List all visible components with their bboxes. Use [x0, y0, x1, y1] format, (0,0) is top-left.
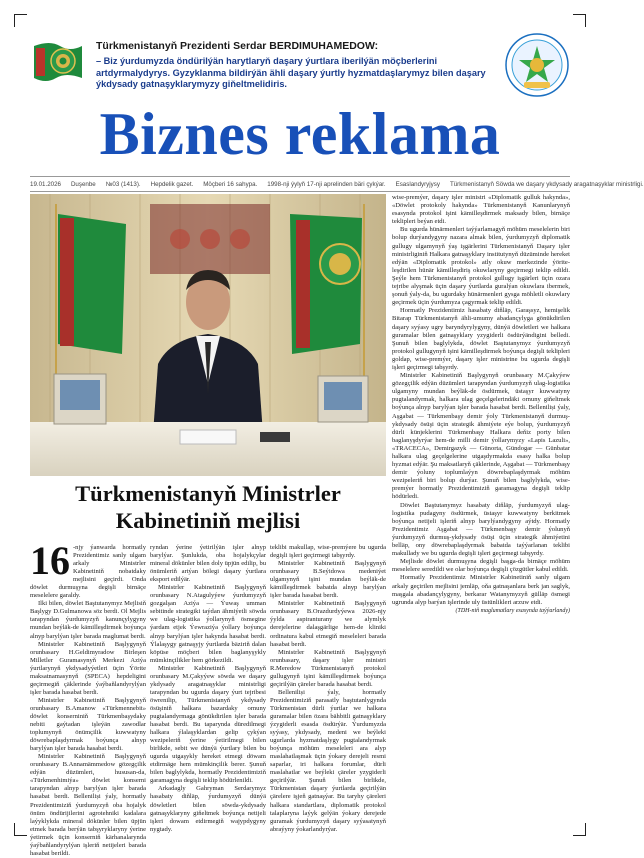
president-photo [30, 194, 386, 476]
paragraph: Ministrler Kabinetiniň Başlygynyň orunbasary B.Seýidowa medeniýet ulgamynyň işini mundan beýläk-de kämilleşdirmek babatda alnyp barylýan işler barada hasabat berdi. [270, 560, 386, 600]
article-headline [30, 480, 386, 534]
paragraph: teklibi makullap, wise-premýere bu ugurda degişli işleri geçirmegi tabşyrdy. [270, 544, 386, 560]
paragraph: Ministrler Kabinetiniň Başlygynyň orunbasary M.Çakyýew söwda we daşary ykdysady aragatnaşyklar ministrligi tarapyndan bu ugurda daşary ýurt tejribesi öwrenilip, Türkmenistanyň ykdysady ösüşiniň halkara bazardaky ornuny pugtalandyrmaga gönükdirilen işler barada hasabat berdi. Bu taparynda düredilmegi halkara ýlalaşyklardan gelip çykýan wezipeleriň ýerine ýetirilmegi bilen birlikde, sebit we dünýä ýurtlary bilen bu ugurda utgaşykly hereket etmegi döwam etdirmäge hem mümkinçilik berer. Şunuň bilen baglylykda, hormatly Prezidentimiziň garamagyna degişli teklip hödürlenildi. [150, 664, 266, 785]
paragraph: Ilki bilen, döwlet Baştutanymyz Mejlisiň Başlygy D.Gulmanowa söz berdi. Ol Mejlis tarapyndan ýurdumyzyň kanunçylygyny mundan beýläk-de kämilleşdirmek boýunça alnyp barylýan işler barada maglumat berdi. [30, 600, 146, 640]
paragraph: Ministrler Kabinetiniň Başlygynyň orunbasary B.Annamämmedow gözegçilik edýän düzümleri, hususan-da, «Türkmenhimiýa» döwlet konserni tarapyndan alnyp barylýan işler barada hasabat berdi. Belleniliși ýaly, hormatly Prezidentimiziň ýurdumyzyň oba hojalyk önüm öndürijilerini agrotehniki kadalara laýyklykda mineral dökünler bilen üpjün etmek barada berýän tabşyryklaryny ýerine ýetirmek üçin konserniň kärhanalarynda ýaýbaňlandyrylýan işleriň netijeleri barada hasabat berildi. [30, 753, 146, 857]
issue-founder-name: Türkmenistanyň Söwda we daşary ykdysady aragatnaşyklar ministrligi. [449, 180, 644, 188]
crop-mark-top-right [573, 14, 586, 27]
crop-mark-bottom-right [573, 823, 586, 836]
quote-text: – Biz ýurdumyzda öndürilýän harytlaryň daşary ýurtlara iberilýän möçberlerini artdyrmalydyrys. Gyzyklanma bildirýän ähli daşary ýurtly hyzmatdaşlarymyz bilen daşary ýkdysady gatnaşyklarymyzy giňeltmelidiris. [96, 56, 486, 89]
headline-line-2: Kabinetiniň mejlisi [115, 508, 301, 533]
issue-weekday: Duşenbe [70, 180, 96, 188]
issue-number: №03 (1413). [105, 180, 141, 188]
issue-founder: Esaslandyryjysy [395, 180, 440, 188]
paragraph: Döwlet Baştutanymyz hasabaty diňläp, ýurdumyzyň ulag-logistika pudagyny ösdürmek, üstaşyr kuwwatyny berkitmek boýunça netijeli işleriň alnyp barylýandygyny aýtdy. Hormatly Prezidentimiz Aşgabat — Türkmenbaşy demir ýolunyň ýurdumyzyň durmuş-ykdysady ösüşi üçin strategik ähmiýetini belläp, ony döwrebaplaşdyrmak babatda taýýarlanan teklibi makullady we bu ugurda degişli işleri geçirmegi tabşyrdy. [392, 501, 570, 558]
paragraph: Bu ugurda hünärmenleri taýýarlamagyň möhüm meselelerin biri bolup durýandygyny nazara almak bilen, ýurdumyzyň diplomatik gullugy ulgamynyň ýaş işgärlerini Türkmenistanyň Daşary işler ministrliginiň Halkara gatnaşyklary institutynyň düzüminde hereket edýän «Diplomatik protokol» atly okuw merkezinde ýörite-leşdirilen hünär kämilleşdiriş okuwlaryny geçirmegi teklip edildi. Şeýle hem Türkmenistanyň protokol gullugy işgärleri üçin ozara tejribe alyşmak üçin daşary ýurtlarda guralýan okuwlara ibermek, şonuň ýaly-da, bu ugurdaky hünärmenleri gysga möhletli okuwlary geçirmek üçin ýurdumyza çagyrmak teklip edildi. [392, 226, 570, 307]
issue-date: 19.01.2026 [30, 180, 61, 188]
paragraph: wise-premýer, daşary işler ministri «Diplomatik gulluk hakynda», «Döwlet protokoly hakynda» Türkmenistanyň Kanunlarynyň esasynda protokol işini kämilleşdirmek maksady bilen, birnäçe teklipleri beýan etdi. [392, 194, 570, 226]
paragraph: Hormatly Prezidentimiz Ministrler Kabinetiniň sanly ulgam arkaly geçirilen mejlisini jemläp, oňa gatnaşanlara berk jan saglyk, maşgala abadançylygyny, berkarar Watanymyzyň gülläp ösmegi ugrunda alyp barýan işlerinde uly üstünlikleri arzuw etdi. [392, 574, 570, 606]
paragraph: -njy ýanwarda hormatly Prezidentimiz sanly ulgam arkaly Ministrler Kabinetiniň nobatdaky mejlisini geçirdi. Onda döwlet durmuşyna degişli birnäçe meselelere garaldy. [30, 544, 146, 600]
paragraph: Arkadagly Gahryman Serdarymyz hasabaty diňläp, ýurdumyzyň dünýä döwletleri bilen söwda-ykdysady gatnaşyklaryny giňeltmek boýunça netijeli işleri dowam etdirmegiň wajypdygyny nygtady. [150, 785, 266, 833]
article-column-1 [30, 538, 146, 857]
article-column-2 [150, 544, 266, 833]
president-name: Türkmenistanyň Prezidenti Serdar BERDIMUHAMEDOW: [96, 40, 379, 52]
paragraph: Mejlisde döwlet durmuşyna degişli başga-da birnäçe möhüm meselelere seredildi we olar boýunça degişli çözgütler kabul edildi. [392, 558, 570, 574]
paragraph: ryndan ýerine ýetirilýän işler alnyp barylýar. Şunlukda, oba hojalykçylar mineral dökünler bilen doly üpjün edilip, bu önümleriň artýan bölegi daşary ýurtlara eksport edilýär. [150, 544, 266, 584]
article-column-4 [392, 194, 570, 828]
article-source: (TDH-niň maglumatlary esasynda taýýarlandy) [455, 607, 570, 614]
flag-emblem-icon [30, 36, 84, 90]
issue-info-bar [30, 176, 644, 192]
anniversary-emblem-icon [504, 32, 570, 98]
drop-cap: 16 [30, 538, 70, 583]
issue-pages: Möçberi 16 sahypa. [203, 180, 258, 188]
paragraph: Ministrler Kabinetiniň Başlygynyň orunbasary B.Orazdurdyýewa 2026-njy ýylda aspiranturany we alymlyk derejelerine dalaşgärlige hem-de kliniki ordinatura kabul etmegiň meseleleri barada hasabat berdi. [270, 600, 386, 648]
paragraph: Ministrler Kabinetiniň Başlygynyň orunbasary H.Geldimyradow Birleşen Milletler Guramasynyň Merkezi Aziýa ýurtlarynyň ykdysadyýetleri üçin Ýörite maksatnamasynyň (SPECA) hepdeligini geçirmegiň çäklerinde ýaýbaňlandyrylýan işler barada hasabat berdi. [30, 640, 146, 696]
president-quote [96, 40, 496, 91]
issue-since: 1998-nji ýylyň 17-nji aprelinden bäri çykýar. [267, 180, 386, 188]
paragraph: Ministrler Kabinetiniň Başlygynyň orunbasary, daşary işler ministri R.Meredow Türkmenistanyň protokol gullugynyň işini kämilleşdirmek boýunça geçirilýän çäreler barada hasabat berdi. [270, 648, 386, 688]
paragraph: Ministrler Kabinetiniň Başlygynyň orunbasary M.Çakyýew gözegçilik edýän düzümleri tarapyndan ýurdumyzyň ulag-logistika ulgamyny mundan beýläk-de ösdürmek, üstaşyr kuwwatyny pugtalandyrmak, halkara ulag geçelgelerindäki ornuny giňeltmek boýunça alnyp barylýan işler barada hasabat berdi. Belleniliși ýaly, Aşgabat — Türkmenbaşy demir ýoly Türkmenistanyň durmuş-ykdysady ösüşi üçin strategik ähmiýete eýe bolup, ýurdumyzyň dürli künjeklerini Türkmenbaşy Halkara deňiz porty bilen baglanyşdyrýar hem-de milli demir ýollarymyzy «Lapis Lazuli», «TRACECA», Demirgazyk — Günorta, Gündogar — Günbatar halkara ulag geçelgelerine utgaşdyrmakda esasy halka bolup hyzmat edýär. Şu maksatlaryň çäklerinde, Aşgabat — Türkmenbaşy demir ýoluny toplumlaýyn döwrebaplaşdyrmak möhüm wezipeleriň biri bolup durýar. Şunuň bilen baglylykda, wise-premýer hormatly Prezidentimiziň garamagyna degişli teklip hödürledi. [392, 372, 570, 501]
crop-mark-top-left [14, 14, 27, 27]
newspaper-title: Biznes reklama [99, 101, 501, 167]
headline-line-1: Türkmenistanyň Ministrler [75, 481, 341, 506]
article-column-3 [270, 544, 386, 833]
paragraph: Ministrler Kabinetiniň Başlygynyň orunbasary B.Amanow «Türkmennebit» döwlet konserniniň Türkmenbaşydaky nebiti gaýtadan işleýän zawodlar toplumynyň önümçilik kuwwatyny döwrebaplaşdyrmak boýunça alnyp barylýan işler barada hasabat berdi. [30, 696, 146, 753]
crop-mark-bottom-left [14, 823, 27, 836]
paragraph: Hormatly Prezidentimiz hasabaty diňläp, Garaşsyz, hemişelik Bitarap Türkmenistanyň ähli-umumy abadançylyga gönükdirilen daşary syýasy ugry baryndyrylygyny, dünýä döwletleri we halkara guramalar bilen gatnaşyklary yzygiderli ösdürýändigini belledi. Şunuň bilen baglylykda, döwlet Baştutanymyz ýurdumyzyň protokol gullugynyň işini kämilleşdirmek boýunça degişli teklipleri goldap, wise-premýer, daşary işler ministrine bu ugurda degişli işleri geçirmegi tabşyrdy. [392, 307, 570, 371]
paragraph: Ministrler Kabinetiniň Başlygynyň orunbasary N.Atagulyýew ýurdumyzyň gozgalşan Aziýa — Ýuwaş umman sebitinde strategiki taýdan ähmiýetli söwda we ulag-logistika ýollarynyň ösmegine ýardam etjek Ýewraziýa ýollary boýunça alnyp barylýan işler hakynda hasabat berdi. Ýlalaşygy gatnaşyjy ýurtlarda bäziriň dalan köpüse möçberi bilen baglanyşykly mümkinçilikler hem görkezildi. [150, 584, 266, 664]
paragraph: Belleniliși ýaly, hormatly Prezidentimiziň parasatly baştutanlygynda Türkmenistan dürli ýurtlar we halkara guramalar bilen özara bähbitli gatnaşyklary ýzygiderli esasda ösdürýär. Ýurdumyzda syýasy, ykdysady, medeni we beýleki ugurlarda hyzmatdaşlygy pugtalandyrmak boýunça möhüm meseleleri ara alyp maslahatlaşmak üçin ýokary derejeli resmi saparlar, iri halkara forumlar, dürli maslahatlar we beýleki çäreler yzygiderli geçirilýär. Şunuň bilen birlikde, Türkmenistan daşary ýurtlarda geçirilýän çärelere işjeň gatnaşýar. Bu taryhy çäreleri halkara standartlara, diplomatik protokol talaplaryna laýyk gelýän ýokary derejede guramak ýurdumyzyň daşary syýasatynyň abraýyny ýokarlandyrýar. [270, 688, 386, 833]
issue-frequency: Hepdelik gazet. [150, 180, 194, 188]
